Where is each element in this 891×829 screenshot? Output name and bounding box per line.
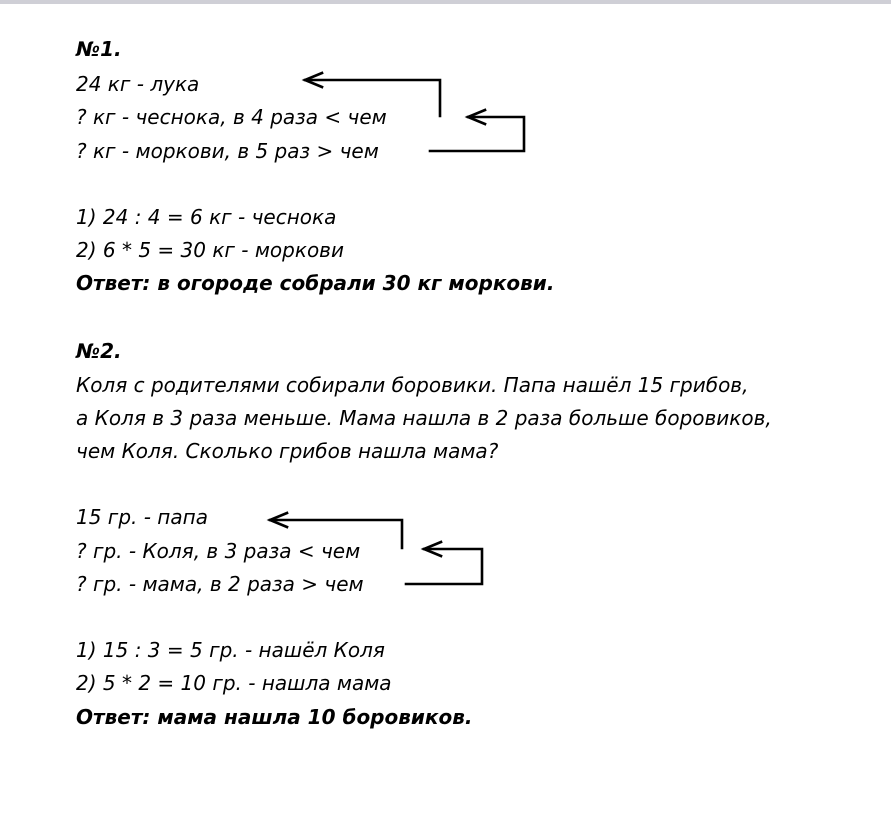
task1-arrow-garlic-to-onion bbox=[305, 80, 440, 116]
task2-arrow-mom-to-kolya bbox=[406, 549, 482, 584]
task2-text-line-3: чем Коля. Сколько грибов нашла мама? bbox=[76, 439, 499, 463]
task2-condition-mom: ? гр. - мама, в 2 раза > чем bbox=[76, 572, 364, 596]
task2-arrow-kolya-to-dad bbox=[270, 520, 402, 548]
task1-condition-garlic: ? кг - чеснока, в 4 раза < чем bbox=[76, 105, 387, 129]
task1-condition-carrot: ? кг - моркови, в 5 раз > чем bbox=[76, 139, 379, 163]
task2-step-1: 1) 15 : 3 = 5 гр. - нашёл Коля bbox=[76, 638, 385, 662]
task2-heading: №2. bbox=[76, 339, 122, 363]
task2-condition-dad: 15 гр. - папа bbox=[76, 505, 208, 529]
task2-answer: Ответ: мама нашла 10 боровиков. bbox=[76, 705, 473, 729]
task2-condition-kolya: ? гр. - Коля, в 3 раза < чем bbox=[76, 539, 361, 563]
task2-text-line-2: а Коля в 3 раза меньше. Мама нашла в 2 раза больше боровиков, bbox=[76, 406, 772, 430]
task2-text-line-1: Коля с родителями собирали боровики. Папа нашёл 15 грибов, bbox=[76, 373, 749, 397]
task1-step-2: 2) 6 * 5 = 30 кг - моркови bbox=[76, 238, 344, 262]
task1-heading: №1. bbox=[76, 37, 122, 61]
task1-step-1: 1) 24 : 4 = 6 кг - чеснока bbox=[76, 205, 337, 229]
task1-answer: Ответ: в огороде собрали 30 кг моркови. bbox=[76, 271, 555, 295]
task2-step-2: 2) 5 * 2 = 10 гр. - нашла мама bbox=[76, 671, 392, 695]
task1-condition-onion: 24 кг - лука bbox=[76, 72, 200, 96]
